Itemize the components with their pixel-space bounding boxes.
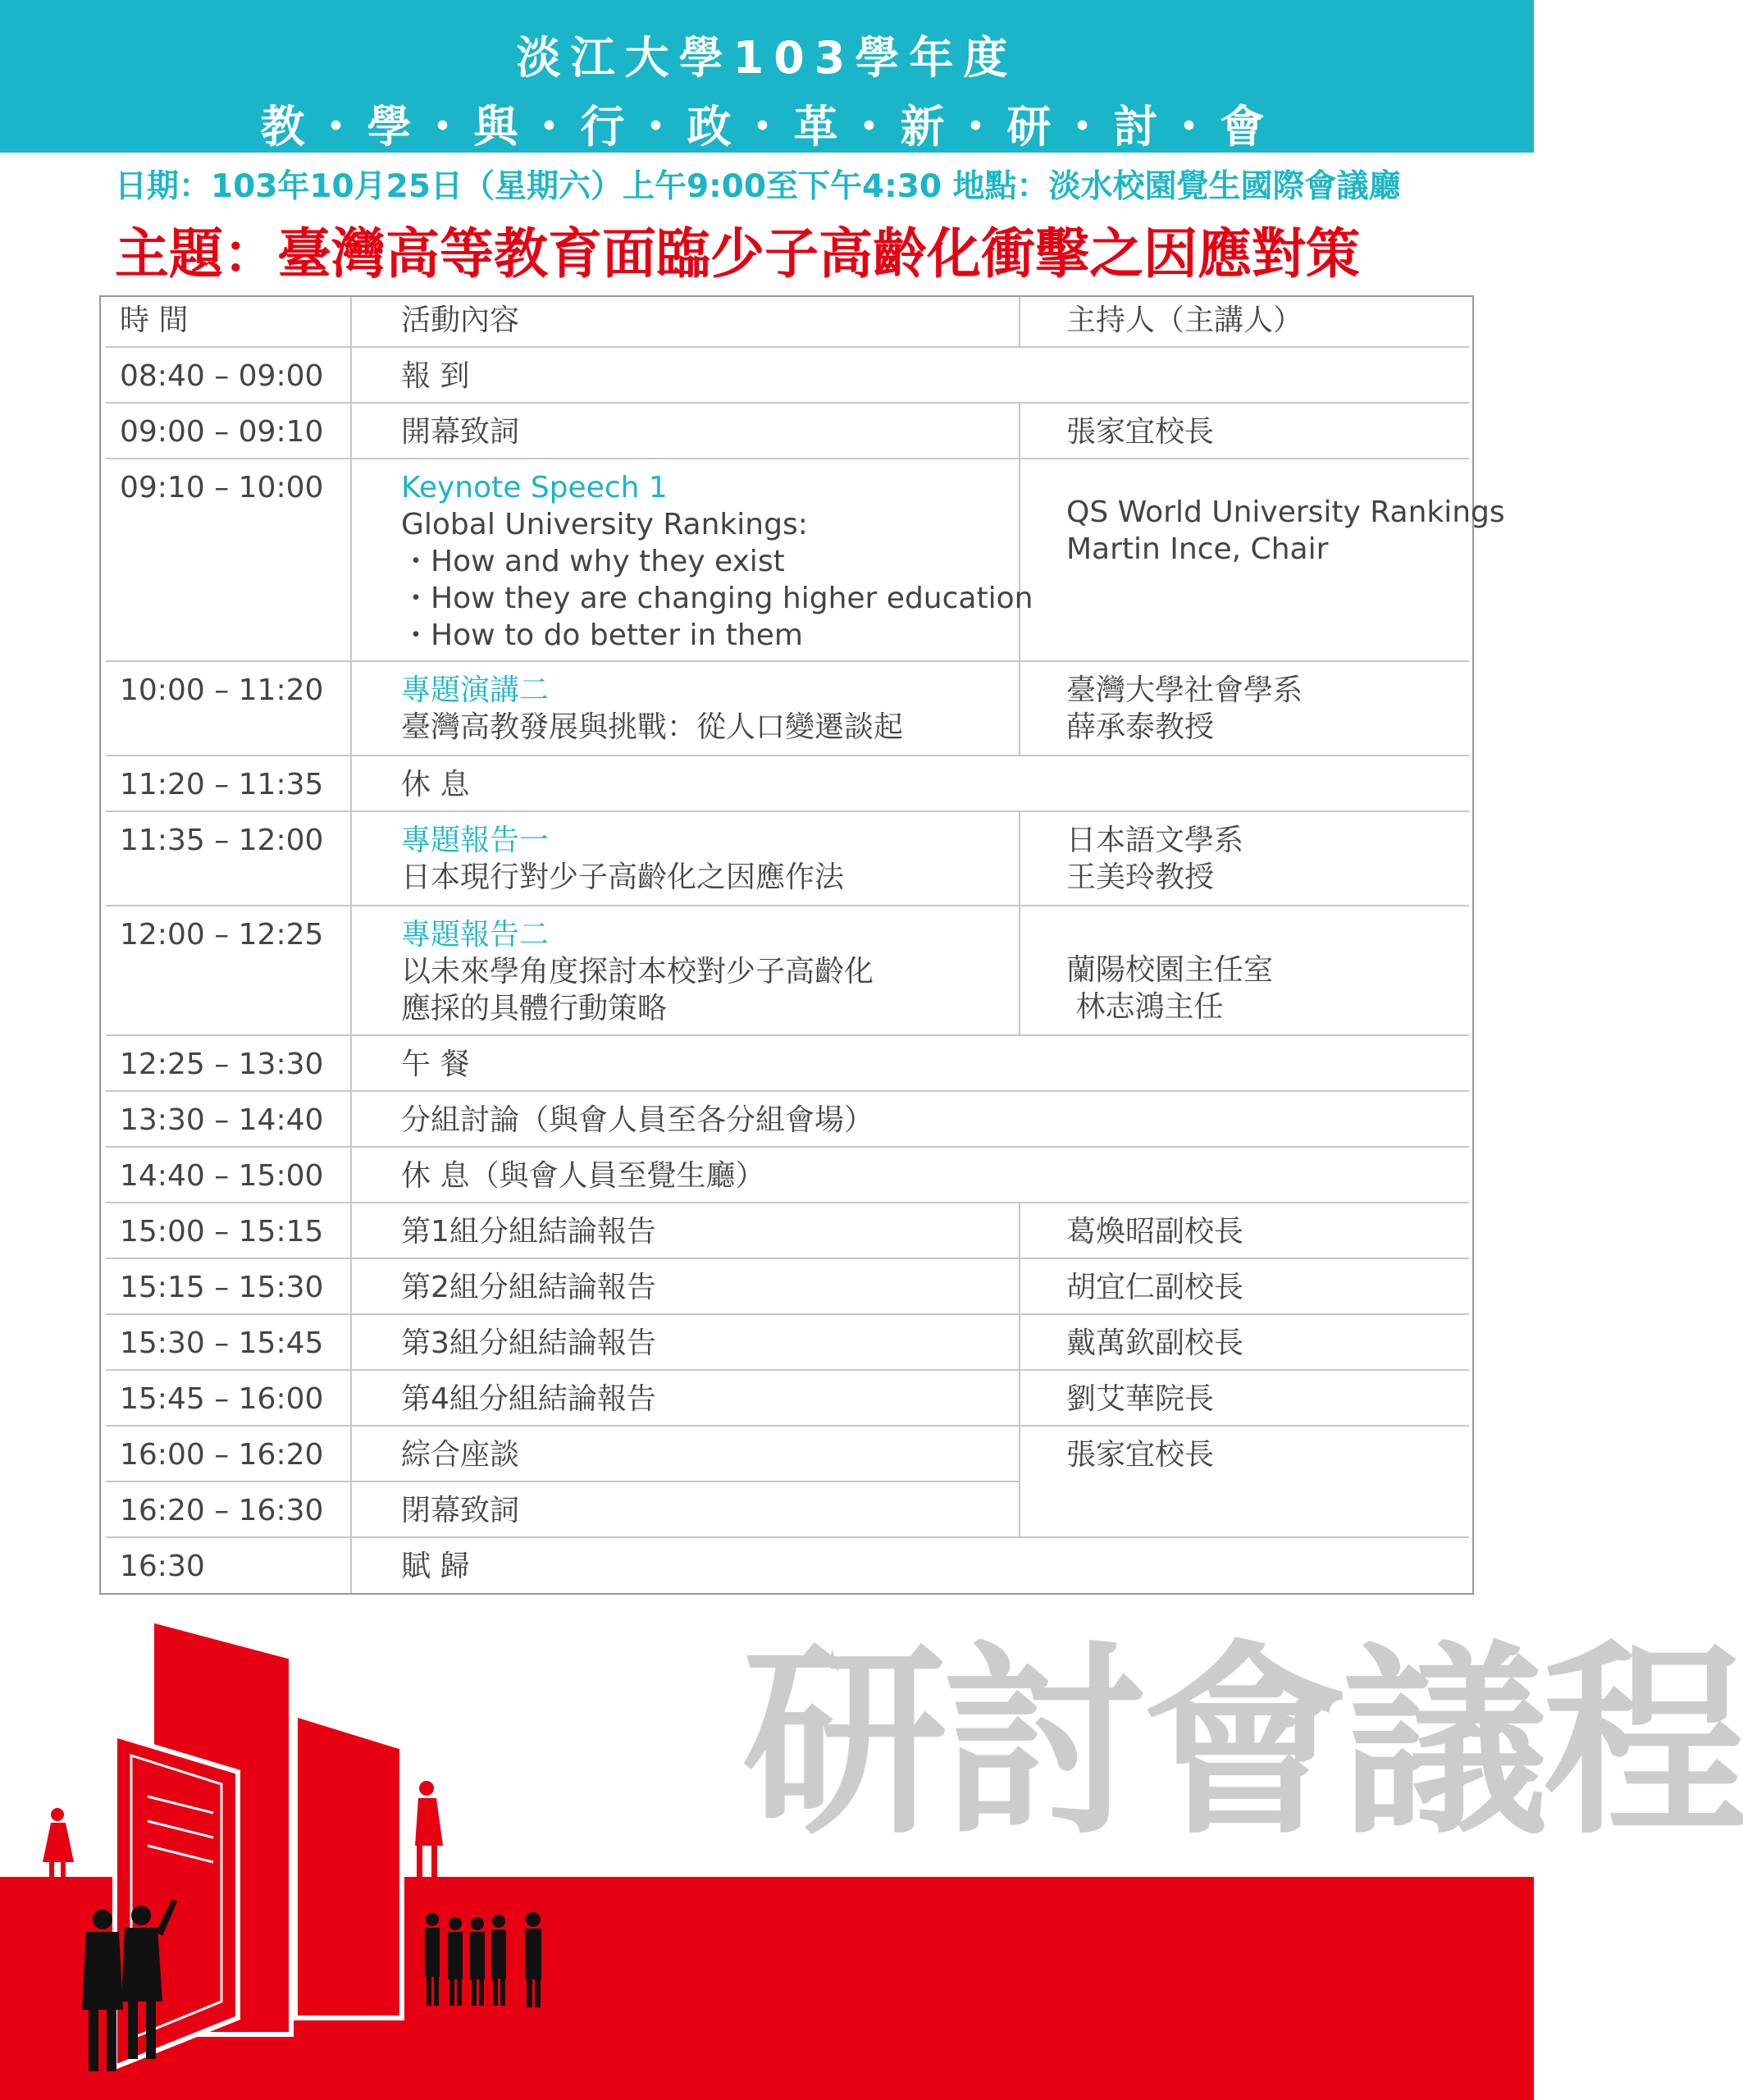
row-activity: 閉幕致詞: [352, 1482, 1020, 1538]
row-time: 09:10 – 10:00: [106, 459, 352, 660]
row-activity: 專題報告一 日本現行對少子高齡化之因應作法: [352, 812, 1020, 905]
buildings-people-illustration: [0, 1608, 591, 2100]
row-activity: 賦 歸: [401, 1550, 470, 1583]
table-row: [106, 404, 1469, 459]
table-row: [106, 1538, 1469, 1593]
row-time: 12:00 – 12:25: [106, 906, 352, 1034]
row-activity: 午 餐: [401, 1048, 470, 1081]
row-activity: 專題演講二 臺灣高教發展與挑戰：從人口變遷談起: [352, 662, 1020, 755]
row-activity: 開幕致詞: [352, 404, 1020, 458]
table-row: [106, 662, 1469, 756]
row-host: QS World University Rankings Martin Ince, Chair: [1066, 495, 1505, 566]
row-time: 16:30: [106, 1538, 352, 1593]
row-time: 08:40 – 09:00: [106, 348, 352, 402]
row-time: 11:35 – 12:00: [106, 812, 352, 905]
table-row: [106, 1315, 1469, 1371]
row-activity: 休 息: [401, 768, 470, 801]
row-time: 15:30 – 15:45: [106, 1315, 352, 1369]
row-host: 劉艾華院長: [1066, 1382, 1215, 1416]
row-host: 張家宜校長: [1066, 1438, 1215, 1472]
table-row: [106, 812, 1469, 906]
agenda-big-title: 研討會議程: [742, 1623, 1743, 1862]
table-row: [106, 348, 1469, 404]
banner-subtitle: 教・學・與・行・政・革・新・研・討・會: [260, 101, 1274, 153]
row-time: 14:40 – 15:00: [106, 1148, 352, 1202]
header-time: 時 間: [106, 297, 352, 346]
row-time: 10:00 – 11:20: [106, 662, 352, 755]
row-activity: 綜合座談: [352, 1427, 1020, 1482]
schedule-table: [99, 295, 1505, 1595]
row-time: 09:00 – 09:10: [106, 404, 352, 458]
row-activity: 休 息（與會人員至覺生廳）: [401, 1159, 765, 1193]
row-time: 16:20 – 16:30: [106, 1482, 352, 1538]
header-host: 主持人（主講人）: [1066, 304, 1303, 337]
row-host: 蘭陽校園主任室 林志鴻主任: [1066, 953, 1274, 1024]
row-time: 15:15 – 15:30: [106, 1259, 352, 1313]
person-silhouette: [415, 1781, 443, 1883]
row-host: 日本語文學系 王美玲教授: [1066, 824, 1244, 894]
table-row: [106, 1203, 1469, 1259]
session-title: Keynote Speech 1: [401, 471, 668, 504]
row-activity: Keynote Speech 1 Global University Rankings: ・How and why they exist ・How they are changing higher education ・How to do better in them: [352, 459, 1020, 660]
row-activity: 第1組分組結論報告: [352, 1203, 1020, 1258]
row-activity: 報 到: [401, 359, 470, 393]
row-activity: 第3組分組結論報告: [352, 1315, 1020, 1369]
table-row: [106, 906, 1469, 1036]
row-time: 12:25 – 13:30: [106, 1036, 352, 1090]
row-time: 15:00 – 15:15: [106, 1203, 352, 1258]
table-row: [106, 756, 1469, 812]
table-row: [106, 1259, 1469, 1315]
row-host: 胡宜仁副校長: [1066, 1271, 1244, 1304]
header-activity: 活動內容: [352, 297, 1020, 346]
table-row: [106, 1148, 1469, 1203]
session-title: 專題演講二: [401, 673, 550, 707]
row-activity: 第2組分組結論報告: [352, 1259, 1020, 1313]
table-row: [106, 1092, 1469, 1148]
row-activity: 分組討論（與會人員至各分組會場）: [401, 1103, 874, 1137]
session-title: 專題報告一: [401, 824, 550, 857]
row-host: 臺灣大學社會學系 薛承泰教授: [1066, 673, 1303, 744]
row-host: 張家宜校長: [1066, 415, 1215, 449]
row-time: 13:30 – 14:40: [106, 1092, 352, 1146]
row-activity: 第4組分組結論報告: [352, 1371, 1020, 1425]
date-location: 日期：103年10月25日（星期六）上午9:00至下午4:30 地點：淡水校園覺生國際會議廳: [115, 168, 1401, 205]
row-host: 戴萬欽副校長: [1066, 1326, 1244, 1360]
row-time: 16:00 – 16:20: [106, 1427, 352, 1482]
table-row: [106, 1427, 1469, 1538]
table-header: [106, 297, 1469, 348]
row-activity: 專題報告二 以未來學角度探討本校對少子高齡化 應採的具體行動策略: [352, 906, 1020, 1034]
table-row: [106, 1371, 1469, 1427]
table-row: [106, 459, 1505, 662]
row-time: 15:45 – 16:00: [106, 1371, 352, 1425]
table-row: [106, 1036, 1469, 1092]
session-title: 專題報告二: [401, 918, 550, 952]
theme-title: 主題：臺灣高等教育面臨少子高齡化衝擊之因應對策: [115, 222, 1360, 285]
row-time: 11:20 – 11:35: [106, 756, 352, 810]
person-silhouette: [43, 1808, 74, 1885]
top-banner: [0, 0, 1534, 153]
banner-title: 淡江大學103學年度: [516, 32, 1018, 84]
row-host: 葛煥昭副校長: [1066, 1215, 1244, 1249]
